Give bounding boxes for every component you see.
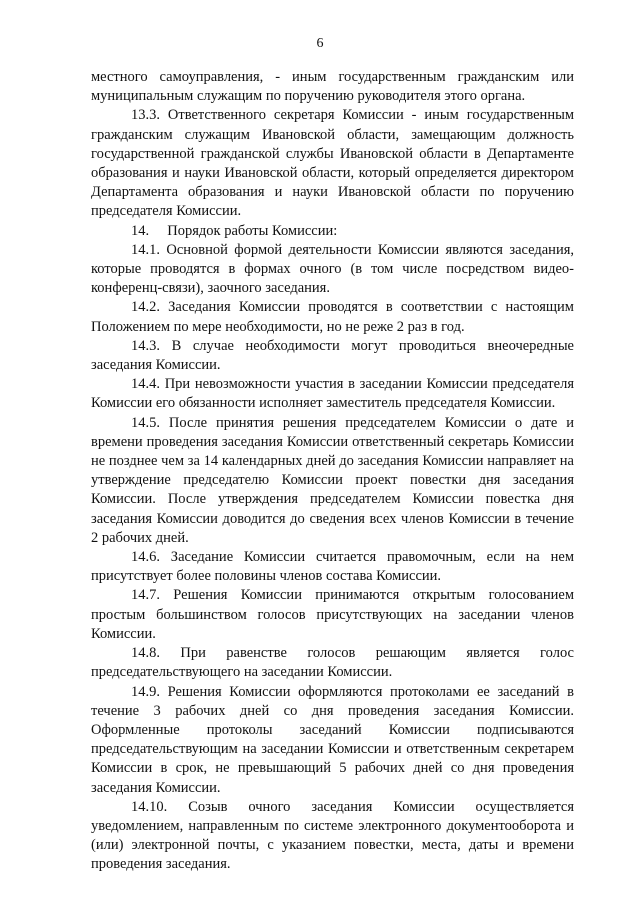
page-number: 6 bbox=[316, 36, 324, 51]
paragraph-14-3: 14.3. В случае необходимости могут проводиться внеочередные заседания Комиссии. bbox=[91, 337, 574, 374]
paragraph-continuation: местного самоуправления, - иным государственным гражданским или муниципальным служащим по поручению руководителя этого органа. bbox=[91, 69, 574, 105]
paragraph-14-4: 14.4. При невозможности участия в заседании Комиссии председателя Комиссии его обязанности исполняет заместитель председателя Комиссии. bbox=[91, 376, 574, 412]
paragraph-14-10: 14.10. Созыв очного заседания Комиссии осуществляется уведомлением, направленным по системе электронного документооборота и (или) электронной почты, с указанием повестки, места, даты и времени проведения заседания. bbox=[91, 798, 574, 873]
paragraph-14-5: 14.5. После принятия решения председателем Комиссии о дате и времени проведения заседания Комиссии ответственный секретарь Комиссии не позднее чем за 14 календарных дней до заседания Комиссии направляет на утверждение председателю Комиссии проект повестки дня заседания Комиссии. После утверждения председателем Комиссии повестка дня заседания Комиссии доводится до сведения всех членов Комиссии в течение 2 рабочих дней. bbox=[91, 414, 574, 546]
paragraph-14-9: 14.9. Решения Комиссии оформляются протоколами ее заседаний в течение 3 рабочих дней со дня проведения заседания Комиссии. Оформленные протоколы заседаний Комиссии подписываются председательствующим на заседании Комиссии и ответственным секретарем Комиссии в срок, не превышающий 5 рабочих дней со дня проведения заседания Комиссии. bbox=[91, 683, 574, 796]
heading-14: 14. Порядок работы Комиссии: bbox=[131, 222, 338, 239]
paragraph-14-2: 14.2. Заседания Комиссии проводятся в соответствии с настоящим Положением по мере необходимости, но не реже 2 раз в год. bbox=[91, 299, 574, 335]
paragraph-13-3: 13.3. Ответственного секретаря Комиссии - иным государственным гражданским служащим Ивановской области, замещающим должность государственной гражданской службы Ивановской области в Департаменте образования и науки Ивановской области, который определяется директором Департамента образования и науки Ивановской области по поручению председателя Комиссии. bbox=[91, 107, 574, 220]
paragraph-14-1: 14.1. Основной формой деятельности Комиссии являются заседания, которые проводятся в формах очного (в том числе посредством видео-конференц-связи), заочного заседания. bbox=[91, 241, 574, 297]
paragraph-14-7: 14.7. Решения Комиссии принимаются открытым голосованием простым большинством голосов присутствующих на заседании членов Комиссии. bbox=[91, 587, 574, 642]
document-body bbox=[91, 68, 574, 875]
paragraph-14-6: 14.6. Заседание Комиссии считается правомочным, если на нем присутствует более половины членов состава Комиссии. bbox=[91, 549, 574, 585]
paragraph-14-8: 14.8. При равенстве голосов решающим является голос председательствующего на заседании Комиссии. bbox=[91, 645, 574, 681]
